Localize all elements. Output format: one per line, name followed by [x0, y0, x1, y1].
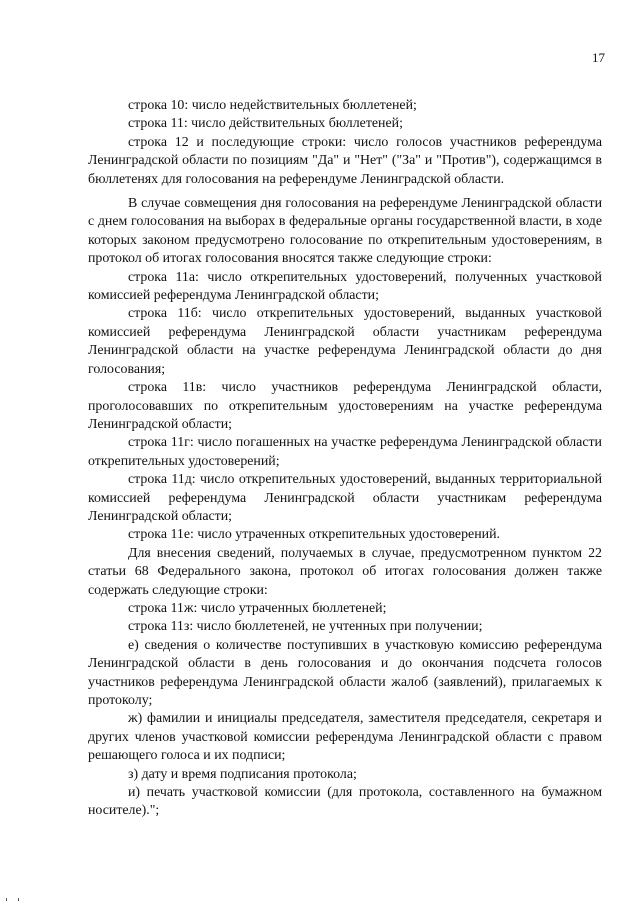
paragraph: строка 11з: число бюллетеней, не учтенных при получении;: [128, 619, 483, 635]
scan-mark: [18, 898, 19, 901]
paragraph: строка 11в: число участников референдума Ленинградской области, проголосовавших по открепительным удостоверениям на участке референдума Ленинградской области;: [88, 380, 602, 432]
paragraph: строка 10: число недействительных бюллетеней;: [128, 98, 417, 113]
paragraph: строка 11е: число утраченных открепительных удостоверений.: [128, 527, 500, 543]
paragraph: Для внесения сведений, получаемых в случае, предусмотренном пунктом 22 статьи 68 Федерального закона, протокол об итогах голосования должен также содержать следующие строки:: [88, 545, 602, 598]
document-body: [88, 97, 602, 821]
page-number: 17: [592, 50, 605, 65]
paragraph: е) сведения о количестве поступивших в участковую комиссию референдума Ленинградской области в день голосования и до окончания подсчета голосов участников референдума Ленинградской области жалоб (заявлений), прилагаемых к протоколу;: [88, 637, 602, 708]
paragraph: строка 11г: число погашенных на участке референдума Ленинградской области открепительных удостоверений;: [88, 435, 602, 469]
paragraph: ж) фамилии и инициалы председателя, заместителя председателя, секретаря и других членов участковой комиссии референдума Ленинградской области с правом решающего голоса и их подписи;: [88, 711, 602, 764]
paragraph: строка 11ж: число утраченных бюллетеней;: [128, 600, 387, 616]
paragraph: строка 11а: число открепительных удостоверений, полученных участковой комиссией референдума Ленинградской области;: [88, 269, 602, 304]
paragraph: строка 11б: число открепительных удостоверений, выданных участковой комиссией референдума Ленинградской области участникам референдума Ленинградской области на участке референдума Ленинградской области до дня голосования;: [88, 306, 602, 377]
paragraph: и) печать участковой комиссии (для протокола, составленного на бумажном носителе).";: [88, 785, 602, 819]
paragraph: В случае совмещения дня голосования на референдуме Ленинградской области с днем голосования на выборах в федеральные органы государственной власти, в ходе которых законом предусмотрено голосование по открепительным удостоверениям, в протокол об итогах голосования вносятся также следующие строки:: [88, 196, 602, 267]
paragraph: строка 11д: число открепительных удостоверений, выданных территориальной комиссией референдума Ленинградской области участникам референдума Ленинградской области;: [88, 472, 602, 524]
paragraph: з) дату и время подписания протокола;: [128, 766, 357, 782]
paragraph: строка 12 и последующие строки: число голосов участников референдума Ленинградской области по позициям "Да" и "Нет" ("За" и "Против"), содержащимся в бюллетенях для голосования на референдуме Ленинградской области.: [88, 134, 602, 187]
paragraph: строка 11: число действительных бюллетеней;: [128, 116, 403, 132]
scan-mark: [6, 898, 7, 901]
